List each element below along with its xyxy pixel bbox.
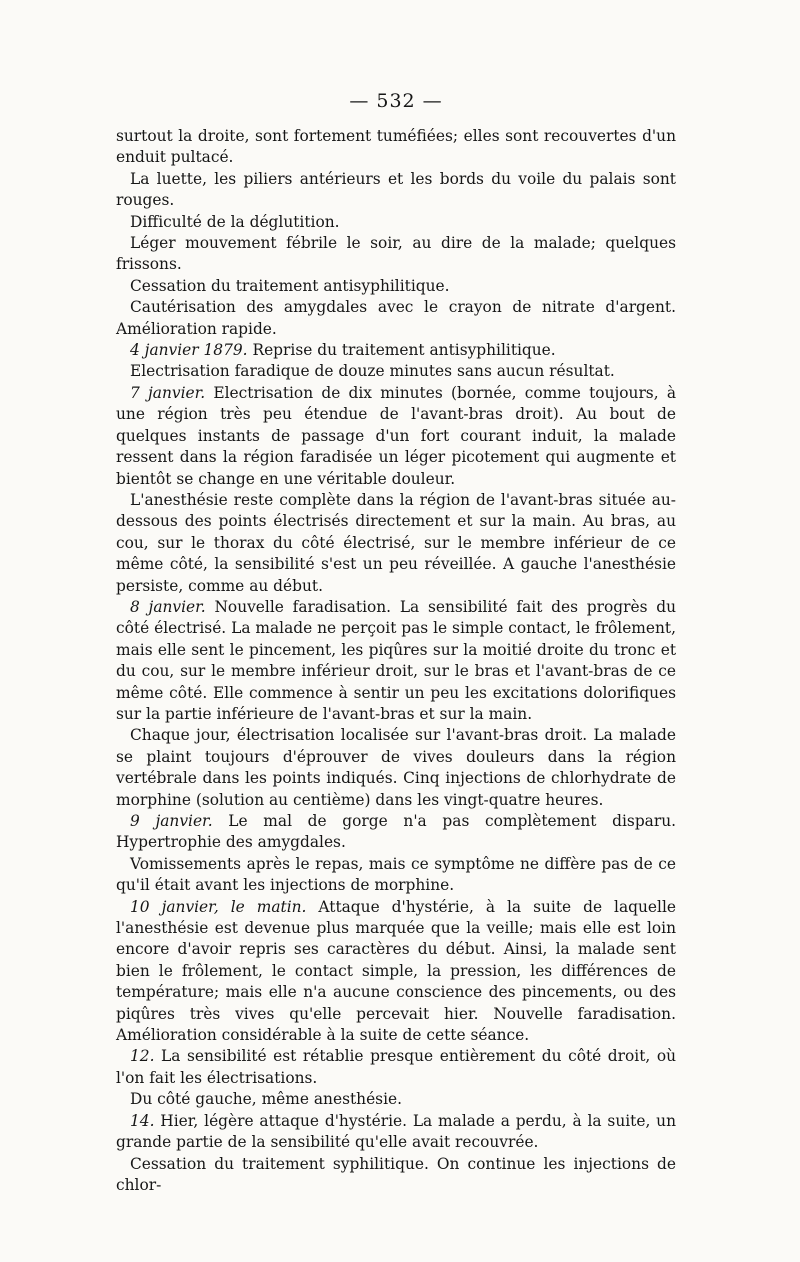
- paragraph-text: Vomissements après le repas, mais ce symptôme ne diffère pas de ce qu'il était avant les injections de morphine.: [116, 854, 676, 895]
- paragraph: [116, 297, 676, 340]
- paragraph-text: Electrisation faradique de douze minutes sans aucun résultat.: [130, 362, 615, 381]
- paragraph: [116, 725, 676, 811]
- page-number: — 532 —: [349, 90, 443, 112]
- paragraph-text: Léger mouvement fébrile le soir, au dire de la malade; quelques frissons.: [116, 234, 676, 274]
- entry-date: 12.: [130, 1047, 155, 1066]
- paragraph: [116, 597, 676, 725]
- entry-date: 4 janvier 1879.: [130, 341, 248, 360]
- paragraph-text: La luette, les piliers antérieurs et les bords du voile du palais sont rouges.: [116, 169, 676, 210]
- paragraph: [116, 126, 676, 169]
- entry-date: 8 janvier.: [130, 597, 206, 616]
- paragraph-text: Nouvelle faradisation. La sensibilité fait des progrès du côté électrisé. La malade ne perçoit pas le simple contact, le frôlement, mais elle sent le pincement, les piqûres sur la moitié droite du tronc et du cou, sur le membre inférieur droit, sur le bras et l'avant-bras de ce même côté. Elle commence à sentir un peu les excitations dolorifiques sur la partie inférieure de l'avant-bras et sur la main.: [116, 597, 676, 723]
- paragraph-text: Attaque d'hystérie, à la suite de laquelle l'anesthésie est devenue plus marquée que la veille; mais elle est loin encore d'avoir repris ses caractères du début. Ainsi, la malade sent bien le frôlement, le contact simple, la pression, les différences de température; mais elle n'a aucune conscience des pincements, ou des piqûres très vives qu'elle percevait hier. Nouvelle faradisation. Amélioration considérable à la suite de cette séance.: [116, 897, 676, 1045]
- paragraph: [116, 811, 676, 854]
- paragraph: [116, 1046, 676, 1089]
- paragraph: [116, 233, 676, 276]
- paragraph-text: La sensibilité est rétablie presque entièrement du côté droit, où l'on fait les électrisations.: [116, 1047, 676, 1087]
- paragraph: [116, 1111, 676, 1154]
- paragraph: [116, 854, 676, 897]
- paragraph: [116, 490, 676, 597]
- paragraph-text: Difficulté de la déglutition.: [130, 212, 340, 231]
- entry-date: 9 janvier.: [130, 812, 213, 830]
- page-body: [116, 126, 676, 1196]
- book-page: [116, 88, 677, 1194]
- entry-date: 10 janvier, le matin.: [130, 897, 307, 916]
- paragraph-text: Le mal de gorge n'a pas complètement disparu. Hypertrophie des amygdales.: [116, 812, 677, 852]
- paragraph-text: Cessation du traitement syphilitique. On continue les injections de chlor-: [116, 1154, 676, 1194]
- paragraph-text: Chaque jour, électrisation localisée sur l'avant-bras droit. La malade se plaint toujours d'éprouver de vives douleurs dans la région vertébrale dans les points indiqués. Cinq injections de chlorhydrate de morphine (solution au centième) dans les vingt-quatre heures.: [116, 726, 676, 809]
- paragraph: [116, 212, 676, 233]
- paragraph: [116, 1089, 676, 1110]
- entry-date: 14.: [130, 1111, 155, 1130]
- paragraph: [116, 276, 676, 297]
- paragraph: [116, 897, 676, 1047]
- paragraph-text: Du côté gauche, même anesthésie.: [130, 1090, 402, 1109]
- paragraph: [116, 361, 676, 382]
- paragraph: [116, 383, 676, 490]
- paragraph-text: Cautérisation des amygdales avec le crayon de nitrate d'argent. Amélioration rapide.: [116, 298, 676, 338]
- paragraph-text: L'anesthésie reste complète dans la région de l'avant-bras située au-dessous des points électrisés directement et sur la main. Au bras, au cou, sur le thorax du côté électrisé, sur le membre inférieur de ce même côté, la sensibilité s'est un peu réveillée. A gauche l'anesthésie persiste, comme au début.: [116, 490, 676, 595]
- paragraph: [116, 169, 676, 212]
- paragraph: [116, 340, 676, 361]
- paragraph-text: Hier, légère attaque d'hystérie. La malade a perdu, à la suite, un grande partie de la sensibilité qu'elle avait recouvrée.: [116, 1111, 676, 1152]
- entry-date: 7 janvier.: [130, 383, 206, 402]
- paragraph-text: Reprise du traitement antisyphilitique.: [247, 341, 556, 360]
- paragraph-text: surtout la droite, sont fortement tuméfiées; elles sont recouvertes d'un enduit pultacé.: [116, 127, 676, 167]
- paragraph-text: Electrisation de dix minutes (bornée, comme toujours, à une région très peu étendue de l'avant-bras droit). Au bout de quelques instants de passage d'un fort courant induit, la malade ressent dans la région faradisée un léger picotement qui augmente et bientôt se change en une véritable douleur.: [116, 383, 676, 488]
- paragraph-text: Cessation du traitement antisyphilitique.: [130, 276, 450, 295]
- paragraph: [116, 1154, 676, 1197]
